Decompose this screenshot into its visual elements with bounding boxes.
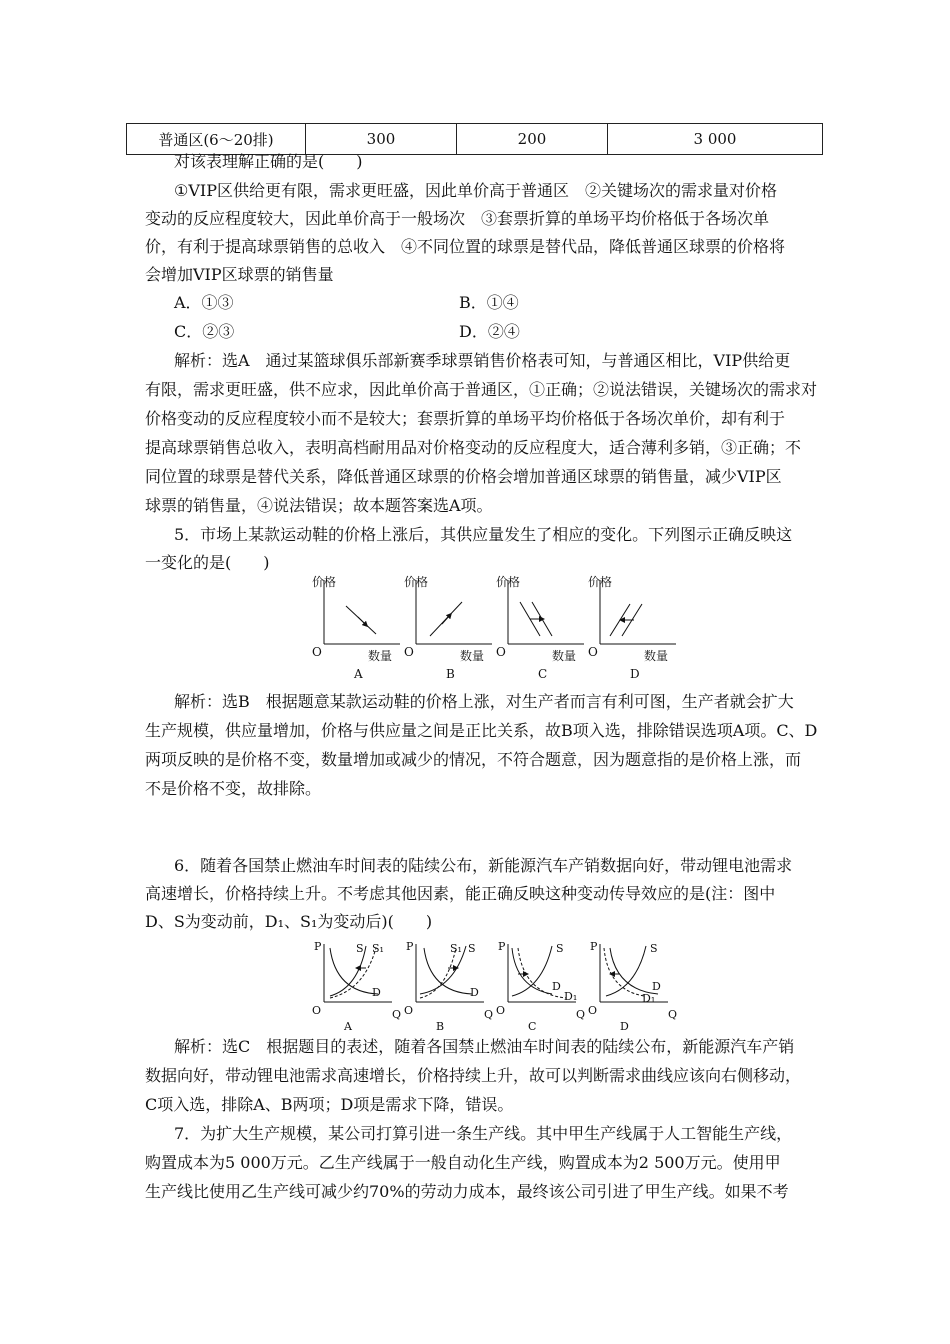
table-cell: 300: [306, 124, 457, 155]
q5-stem-line: 5．市场上某款运动鞋的价格上涨后，其供应量发生了相应的变化。下列图示正确反映这: [174, 525, 793, 544]
x-axis-label: Q: [392, 1008, 402, 1021]
q6-stem-line: 高速增长，价格持续上升。不考虑其他因素，能正确反映这种变动传导效应的是(注：图中: [145, 884, 776, 903]
curve-label: S₁: [450, 942, 462, 955]
panel-label: B: [446, 667, 455, 681]
y-axis-label: P: [590, 940, 598, 953]
curve-label: S: [556, 942, 564, 955]
table-cell: 3 000: [608, 124, 823, 155]
y-axis-label: P: [314, 940, 322, 953]
q5-analysis-line: 两项反映的是价格不变，数量增加或减少的情况，不符合题意，因为题意指的是价格上涨，而: [145, 750, 802, 769]
q4-option-b: B．①④: [459, 293, 519, 312]
q7-stem-line: 7．为扩大生产规模，某公司打算引进一条生产线。其中甲生产线属于人工智能生产线，: [174, 1124, 793, 1143]
table-row: [127, 124, 823, 155]
demand-curve: [330, 948, 378, 994]
q6-panel-d: [588, 940, 677, 1030]
q4-analysis-line: 球票的销售量，④说法错误；故本题答案选A项。: [145, 496, 493, 515]
supply-curve-shifted: [330, 948, 376, 998]
q5-figure: [308, 572, 678, 684]
origin-label: O: [312, 1004, 322, 1017]
table-cell: 200: [457, 124, 608, 155]
x-axis-label: 数量: [552, 649, 577, 663]
y-axis-label: 价格: [496, 575, 521, 589]
curve-label: D: [652, 980, 661, 993]
y-axis-label: P: [406, 940, 414, 953]
x-axis-label: 数量: [368, 649, 393, 663]
demand-curve: [424, 948, 472, 994]
q4-statement-line: 价，有利于提高球票销售的总收入 ④不同位置的球票是替代品，降低普通区球票的价格将: [145, 237, 786, 256]
origin-label: O: [496, 1004, 506, 1017]
q5-panel-a: [312, 574, 400, 681]
q4-analysis-line: 同位置的球票是替代关系，降低普通区球票的价格会增加普通区球票的销售量，减少VIP区: [145, 467, 782, 486]
q5-analysis-line: 生产规模，供应量增加，价格与供应量之间是正比关系，故B项入选，排除错误选项A项。C、D: [145, 721, 818, 740]
curve-label: D: [552, 980, 561, 993]
origin-label: O: [588, 1004, 598, 1017]
curve-label: S: [650, 942, 658, 955]
x-axis-label: 数量: [644, 649, 669, 663]
q6-figure: [308, 938, 678, 1030]
curve-label: D: [470, 986, 479, 999]
q7-stem-line: 购置成本为5 000万元。乙生产线属于一般自动化生产线，购置成本为2 500万元。使用甲: [145, 1153, 781, 1172]
q4-statement-line: 会增加VIP区球票的销售量: [145, 265, 334, 284]
q4-option-a: A．①③: [174, 293, 234, 312]
q6-analysis-line: 数据向好，带动锂电池需求高速增长，价格持续上升，故可以判断需求曲线应该向右侧移动，: [145, 1066, 802, 1085]
demand-curve: [512, 948, 552, 994]
x-axis-label: Q: [576, 1008, 586, 1021]
supply-curve: [606, 946, 646, 996]
y-axis-label: P: [498, 940, 506, 953]
origin-label: O: [404, 1004, 414, 1017]
q6-analysis-line: C项入选，排除A、B两项；D项是需求下降，错误。: [145, 1095, 514, 1114]
y-axis-label: 价格: [312, 575, 337, 589]
q4-option-d: D．②④: [459, 322, 520, 341]
curve-label: D: [372, 986, 381, 999]
q6-panel-a: [312, 940, 401, 1030]
x-axis-label: Q: [668, 1008, 678, 1021]
x-axis-label: 数量: [460, 649, 485, 663]
q4-option-c: C．②③: [174, 322, 235, 341]
y-axis-label: 价格: [404, 575, 429, 589]
origin-label: O: [496, 645, 506, 659]
panel-label: C: [528, 1020, 537, 1030]
curve-label: S: [356, 942, 364, 955]
q6-panel-b: [404, 940, 493, 1030]
q6-stem-line: D、S为变动前，D₁、S₁为变动后)( ): [145, 912, 433, 931]
y-axis-label: 价格: [588, 575, 613, 589]
q5-panel-b: [404, 574, 492, 681]
q7-stem-line: 生产线比使用乙生产线可减少约70%的劳动力成本，最终该公司引进了甲生产线。如果不考: [145, 1182, 789, 1201]
x-axis-label: Q: [484, 1008, 494, 1021]
ticket-price-table: [126, 123, 823, 155]
q6-stem-line: 6．随着各国禁止燃油车时间表的陆续公布，新能源汽车产销数据向好，带动锂电池需求: [174, 856, 793, 875]
panel-label: A: [344, 1020, 352, 1030]
origin-label: O: [588, 645, 598, 659]
q4-analysis-line: 价格变动的反应程度较小而不是较大；套票折算的单场平均价格低于各场次单价，却有利于: [145, 409, 786, 428]
q4-analysis-line: 提高球票销售总收入，表明高档耐用品对价格变动的反应程度大，适合薄利多销，③正确；不: [145, 438, 802, 457]
curve-label: S: [468, 942, 476, 955]
curve-label: S₁: [372, 942, 384, 955]
panel-label: C: [538, 667, 548, 681]
table-cell: 普通区(6～20排): [127, 124, 306, 155]
q6-panel-c: [496, 940, 585, 1030]
q5-analysis-line: 不是价格不变，故排除。: [145, 779, 322, 798]
q6-analysis-line: 解析：选C 根据题目的表述，随着各国禁止燃油车时间表的陆续公布，新能源汽车产销: [174, 1037, 795, 1056]
q5-panel-d: [588, 574, 676, 681]
origin-label: O: [312, 645, 322, 659]
q4-statement-line: 变动的反应程度较大，因此单价高于一般场次 ③套票折算的单场平均价格低于各场次单: [145, 209, 770, 228]
q4-stem: 对该表理解正确的是( ): [174, 152, 363, 171]
q4-statement-line: ①VIP区供给更有限，需求更旺盛，因此单价高于普通区 ②关键场次的需求量对价格: [174, 181, 777, 200]
q4-analysis-line: 解析：选A 通过某篮球俱乐部新赛季球票销售价格表可知，与普通区相比，VIP供给更: [174, 351, 791, 370]
q4-analysis-line: 有限，需求更旺盛，供不应求，因此单价高于普通区，①正确；②说法错误，关键场次的需求对: [145, 380, 818, 399]
panel-label: B: [436, 1020, 445, 1030]
arrow-icon: [358, 617, 366, 625]
q5-stem-line: 一变化的是( ): [145, 553, 270, 572]
curve-label: D₁: [642, 992, 656, 1005]
curve-label: D₁: [564, 990, 578, 1003]
origin-label: O: [404, 645, 414, 659]
q5-panel-c: [496, 574, 584, 681]
q5-analysis-line: 解析：选B 根据题意某款运动鞋的价格上涨，对生产者而言有利可图，生产者就会扩大: [174, 692, 794, 711]
panel-label: A: [354, 667, 363, 681]
panel-label: D: [620, 1020, 629, 1030]
arrow-icon: [442, 615, 450, 624]
panel-label: D: [630, 667, 640, 681]
